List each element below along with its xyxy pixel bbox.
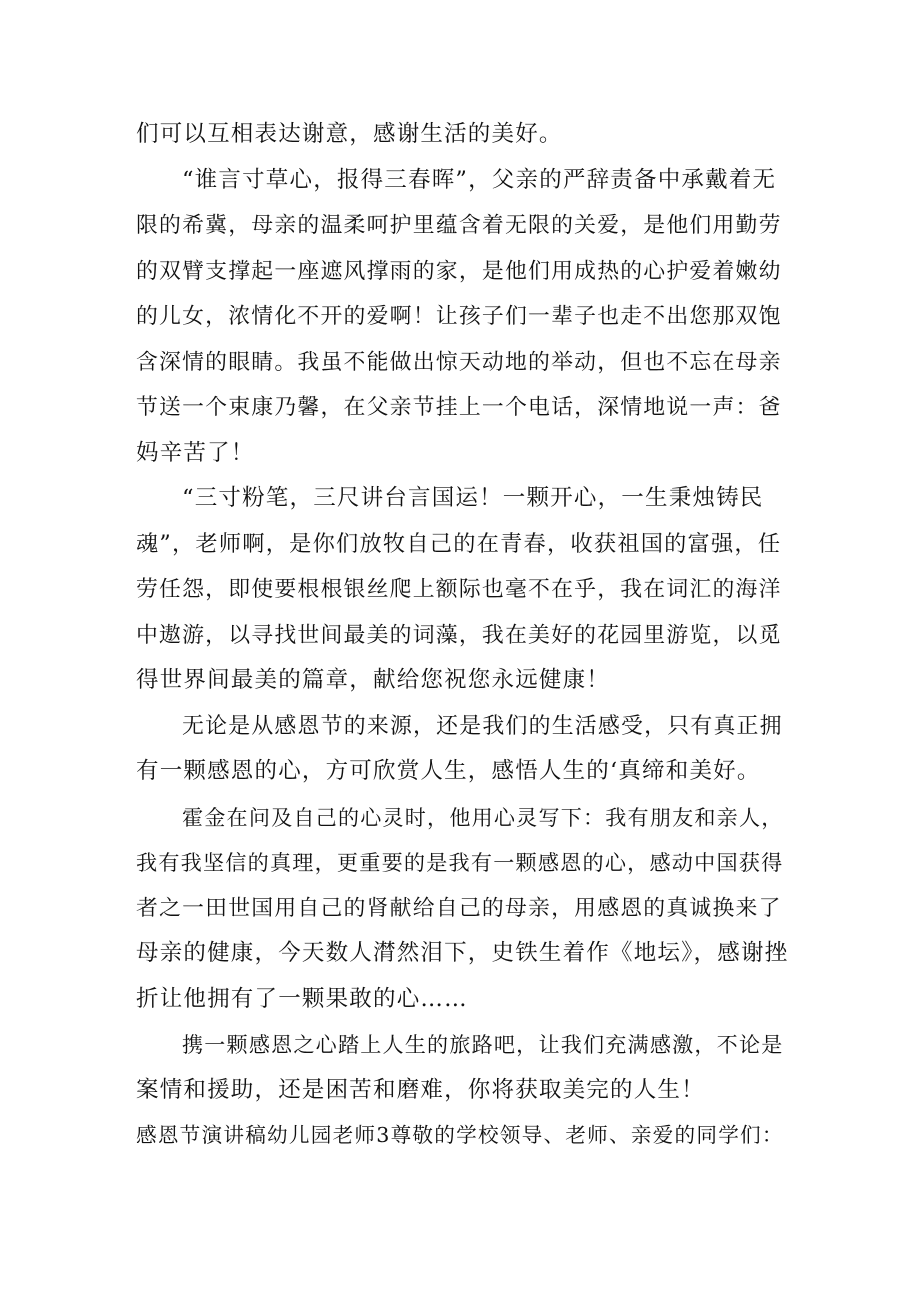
text-line: 们可以互相表达谢意，感谢生活的美好。: [136, 121, 563, 147]
text-line: 折让他拥有了一颗果敢的心……: [136, 985, 468, 1012]
text-line: 者之一田世国用自己的肾献给自己的母亲，用感恩的真诚换来了: [136, 895, 782, 921]
text-line: 含深情的眼睛。我虽不能做出惊天动地的举动，但也不忘在母亲: [136, 349, 782, 375]
text-line: 的儿女，浓情化不开的爱啊！让孩子们一辈子也走不出您那双饱: [136, 304, 782, 329]
text-line: “谁言寸草心，报得三春晖”，父亲的严辞责备中承戴着无: [182, 166, 777, 193]
text-line: 中遨游，以寻找世间最美的词藻，我在美好的花园里游览，以觅: [136, 622, 782, 648]
text-line: 母亲的健康，今天数人潸然泪下，史铁生着作《地坛》，感谢挫: [136, 940, 789, 966]
text-line: 的双臂支撑起一座遮风撑雨的家，是他们用成热的心护爱着嫩幼: [136, 258, 782, 284]
text-line: 魂”，老师啊，是你们放牧自己的在青春，收获祖国的富强，任: [136, 530, 782, 557]
text-line: “三寸粉笔，三尺讲台言国运！一颗开心，一生秉烛铸民: [182, 485, 764, 511]
text-line: 感恩节演讲稿幼儿园老师3尊敬的学校领导、老师、亲爱的同学们：: [136, 1123, 784, 1147]
text-line: 携一颗感恩之心踏上人生的旅路吧，让我们充满感激，不论是: [182, 1032, 784, 1057]
document-body: [136, 112, 788, 1159]
text-line: 我有我坚信的真理，更重要的是我有一颗感恩的心，感动中国获得: [136, 850, 784, 875]
text-line: 限的希冀，母亲的温柔呵护里蕴含着无限的关爱，是他们用勤劳: [136, 213, 782, 238]
text-line: 得世界间最美的篇章，献给您祝您永远健康！: [136, 667, 611, 693]
text-line: 妈辛苦了！: [136, 439, 255, 466]
text-line: 有一颗感恩的心，方可欣赏人生，感悟人生的‘真缔和美好。: [136, 758, 761, 784]
text-line: 无论是从感恩节的来源，还是我们的生活感受，只有真正拥: [182, 713, 783, 739]
text-line: 案情和援助，还是困苦和磨难，你将获取美完的人生！: [136, 1076, 705, 1103]
text-line: 劳任怨，即使要根根银丝爬上额际也毫不在乎，我在词汇的海洋: [136, 577, 782, 602]
text-line: 节送一个束康乃馨，在父亲节挂上一个电话，深情地说一声：爸: [136, 395, 782, 420]
text-line: 霍金在问及自己的心灵时，他用心灵写下：我有朋友和亲人，: [182, 804, 784, 830]
